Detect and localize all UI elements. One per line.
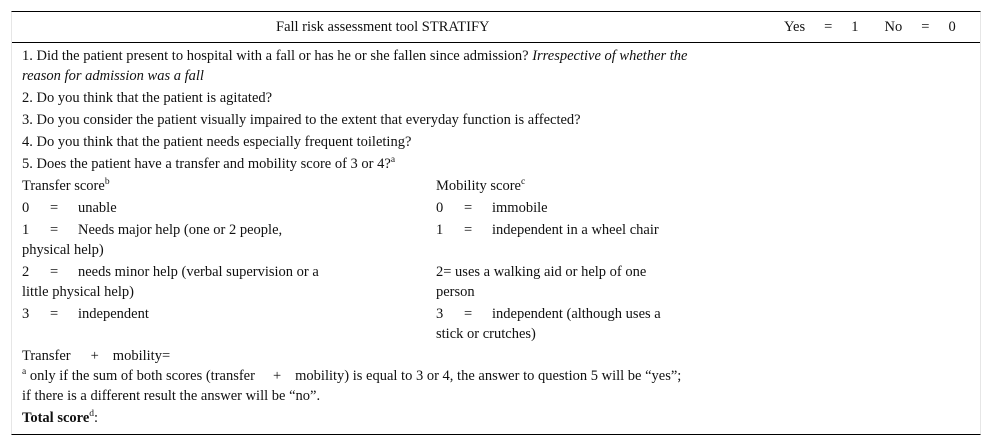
question-1-note: Irrespective of whether the	[532, 48, 688, 64]
score-description: independent	[78, 306, 149, 322]
total-score-label: Total score	[22, 410, 90, 426]
mobility-item-3-cont: stick or crutches)	[436, 326, 536, 342]
mobility-heading	[436, 176, 525, 196]
score-description: Needs major help (one or 2 people,	[78, 222, 283, 238]
question-4: 4. Do you think that the patient needs especially frequent toileting?	[22, 134, 412, 150]
score-equals: =	[464, 200, 473, 216]
transfer-heading	[22, 176, 110, 196]
mobility-item-1	[436, 220, 659, 240]
mobility-item-2: 2= uses a walking aid or help of one	[436, 264, 647, 280]
transfer-item-1	[22, 220, 282, 240]
question-1-text: 1. Did the patient present to hospital with a fall or has he or she fallen since admission?	[22, 48, 529, 64]
score-description: independent (although uses a	[492, 306, 661, 322]
question-1-cont	[22, 66, 204, 86]
transfer-item-2-cont: little physical help)	[22, 284, 134, 300]
footnote-marker: a	[22, 367, 27, 378]
question-3: 3. Do you consider the patient visually impaired to the extent that everyday function is affected?	[22, 112, 581, 128]
footnote-a-cont: if there is a different result the answer will be “no”.	[22, 388, 321, 404]
sum-transfer: Transfer	[22, 348, 71, 364]
transfer-heading-text: Transfer score	[22, 178, 105, 194]
score-equals: =	[464, 306, 473, 322]
sum-line	[22, 346, 170, 366]
sum-mobility: mobility=	[112, 348, 171, 364]
legend-eq: =	[824, 19, 833, 35]
question-2: 2. Do you think that the patient is agitated?	[22, 90, 273, 106]
total-score-colon: :	[94, 410, 99, 426]
stratify-table	[11, 11, 981, 435]
legend-one: 1	[851, 19, 859, 35]
transfer-item-3	[22, 304, 149, 324]
table-header	[12, 12, 980, 43]
score-equals: =	[50, 200, 59, 216]
score-number: 0	[436, 200, 444, 216]
score-number: 0	[22, 200, 30, 216]
mobility-item-2-cont: person	[436, 284, 475, 300]
mobility-item-3	[436, 304, 661, 324]
sum-plus: +	[90, 348, 99, 364]
score-number: 3	[436, 306, 444, 322]
score-number: 1	[436, 222, 444, 238]
question-1-note-cont: reason for admission was a fall	[22, 68, 204, 84]
footnote-plus: +	[272, 368, 282, 384]
score-description: independent in a wheel chair	[492, 222, 659, 238]
transfer-item-1-cont: physical help)	[22, 242, 104, 258]
mobility-heading-text: Mobility score	[436, 178, 521, 194]
footnote-text-cont: mobility) is equal to 3 or 4, the answer to question 5 will be “yes”;	[295, 368, 682, 384]
score-number: 1	[22, 222, 30, 238]
footnote-a	[22, 366, 681, 386]
table-title: Fall risk assessment tool STRATIFY	[276, 19, 490, 35]
score-description: immobile	[492, 200, 548, 216]
mobility-item-0	[436, 198, 548, 218]
legend-zero: 0	[948, 19, 956, 35]
legend-eq: =	[921, 19, 930, 35]
score-equals: =	[464, 222, 473, 238]
score-description: unable	[78, 200, 117, 216]
score-description: needs minor help (verbal supervision or a	[78, 264, 319, 280]
total-score	[22, 408, 98, 428]
legend-yes: Yes	[784, 19, 806, 35]
question-5-text: 5. Does the patient have a transfer and mobility score of 3 or 4?	[22, 156, 391, 172]
score-equals: =	[50, 222, 59, 238]
question-1	[22, 46, 688, 66]
yes-no-legend	[784, 19, 956, 36]
legend-no: No	[884, 19, 903, 35]
score-equals: =	[50, 306, 59, 322]
footnote-marker: a	[390, 155, 396, 166]
score-number: 3	[22, 306, 30, 322]
question-5	[22, 154, 395, 174]
transfer-item-0	[22, 198, 117, 218]
transfer-item-2	[22, 262, 319, 282]
score-equals: =	[50, 264, 59, 280]
footnote-marker: d	[89, 409, 95, 420]
footnote-marker: c	[520, 177, 526, 188]
footnote-marker: b	[104, 177, 110, 188]
score-number: 2	[22, 264, 30, 280]
footnote-text: only if the sum of both scores (transfer	[29, 368, 255, 384]
